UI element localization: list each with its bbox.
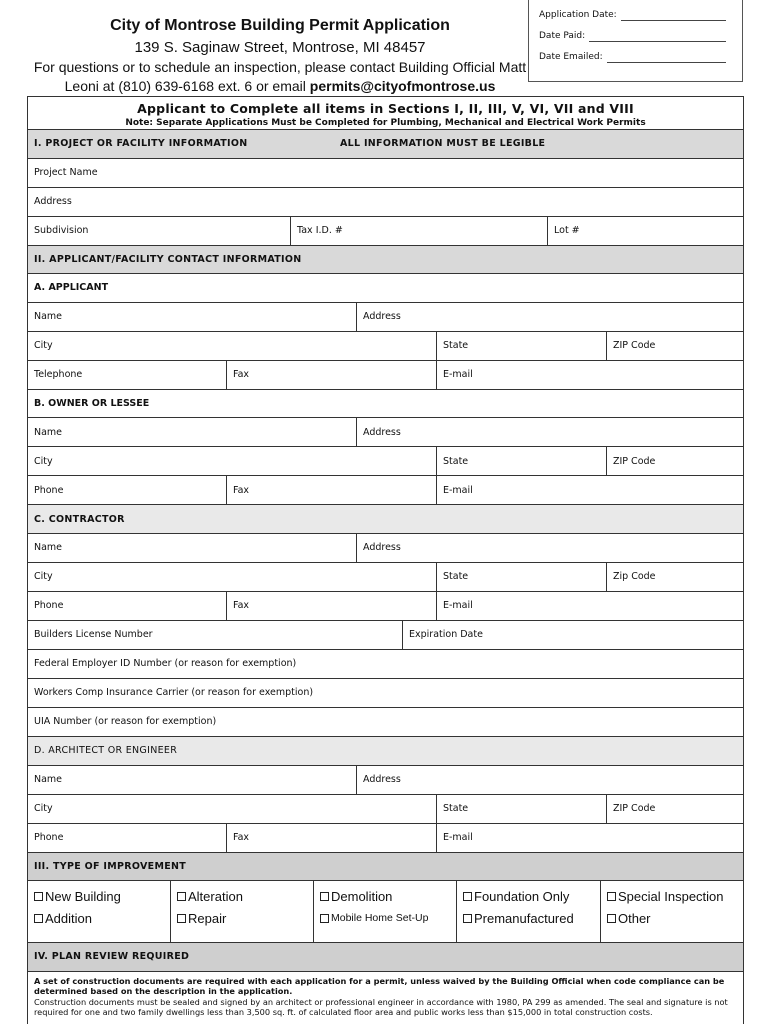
option-new-building[interactable] — [34, 885, 170, 907]
checkbox-repair[interactable] — [177, 914, 186, 923]
option-label: Addition — [45, 910, 92, 926]
date-paid-field[interactable] — [589, 41, 726, 42]
contractor-fax-field[interactable]: Fax — [227, 592, 437, 620]
contractor-city-row — [28, 563, 743, 592]
option-label: Demolition — [331, 888, 393, 904]
owner-phone-field[interactable]: Phone — [28, 476, 227, 504]
owner-fax-field[interactable]: Fax — [227, 476, 437, 504]
option-premanufactured[interactable] — [463, 907, 600, 929]
contractor-email-field[interactable]: E-mail — [443, 600, 473, 612]
applicant-heading: A. APPLICANT — [34, 282, 109, 294]
section-3-heading — [28, 853, 743, 882]
contact-email-link[interactable]: permits@cityofmontrose.us — [309, 78, 496, 94]
applicant-fax-field[interactable]: Fax — [227, 361, 437, 389]
plan-review-bold: A set of construction documents are required with each application for a permit, unless waived by the Building Official when code compliance can be determined based on the description in the application. — [34, 975, 725, 997]
applicant-zip-field[interactable]: ZIP Code — [613, 340, 656, 352]
checkbox-alteration[interactable] — [177, 892, 186, 901]
contractor-name-row — [28, 534, 743, 563]
option-other[interactable] — [607, 907, 743, 929]
owner-city-field[interactable]: City — [28, 447, 437, 475]
section-3-title: III. TYPE OF IMPROVEMENT — [34, 860, 187, 872]
plan-review-body: Construction documents must be sealed and signed by an architect or professional engineer in accordance with 1980, PA 299 as amended. The seal and signature is not required for one and two family dwellings less than 3,500 sq. ft. of calculated floor area and public works less than $15,000 in total construction costs. — [34, 996, 728, 1018]
office-use-box — [528, 0, 743, 82]
section-1-heading — [28, 130, 743, 159]
checkbox-other[interactable] — [607, 914, 616, 923]
option-demolition[interactable] — [320, 885, 456, 907]
owner-heading: B. OWNER OR LESSEE — [34, 398, 150, 410]
owner-name-field[interactable]: Name — [28, 418, 357, 446]
applicant-email-field[interactable]: E-mail — [443, 369, 473, 381]
option-special-inspection[interactable] — [607, 885, 743, 907]
applicant-name-field[interactable]: Name — [28, 303, 357, 331]
fein-field[interactable]: Federal Employer ID Number (or reason for exemption) — [34, 658, 297, 670]
section-4-title: IV. PLAN REVIEW REQUIRED — [34, 951, 190, 963]
architect-heading-row — [28, 737, 743, 766]
checkbox-new-building[interactable] — [34, 892, 43, 901]
improvement-col-4 — [457, 881, 601, 942]
contractor-phone-row — [28, 592, 743, 621]
option-label: Premanufactured — [474, 910, 574, 926]
owner-state-field[interactable]: State — [437, 447, 607, 475]
permit-form — [27, 96, 744, 1024]
workers-comp-row — [28, 679, 743, 708]
application-date-label: Application Date: — [539, 10, 617, 20]
form-header — [0, 14, 560, 96]
owner-heading-row — [28, 390, 743, 419]
option-label: Mobile Home Set-Up — [331, 912, 429, 925]
intro-title: Applicant to Complete all items in Sections I, II, III, V, VI, VII and VIII — [137, 101, 634, 116]
project-address-field[interactable]: Address — [34, 196, 72, 208]
option-label: Alteration — [188, 888, 243, 904]
improvement-options — [28, 881, 743, 943]
contractor-heading: C. CONTRACTOR — [34, 513, 125, 525]
contractor-city-field[interactable]: City — [28, 563, 437, 591]
option-label: Foundation Only — [474, 888, 570, 904]
date-emailed-label: Date Emailed: — [539, 52, 603, 62]
architect-zip-field[interactable]: ZIP Code — [613, 803, 656, 815]
city-address: 139 S. Saginaw Street, Montrose, MI 48457 — [134, 39, 426, 56]
intro-note: Note: Separate Applications Must be Completed for Plumbing, Mechanical and Electrical Work Permits — [125, 118, 646, 128]
contractor-zip-field[interactable]: Zip Code — [613, 571, 656, 583]
application-date-field[interactable] — [621, 20, 726, 21]
contractor-heading-row — [28, 505, 743, 534]
date-paid-label: Date Paid: — [539, 31, 586, 41]
option-label: Repair — [188, 910, 227, 926]
option-label: Other — [618, 910, 651, 926]
owner-city-row — [28, 447, 743, 476]
subdivision-row — [28, 217, 743, 246]
option-mobile-home[interactable] — [320, 907, 456, 929]
architect-address-field[interactable]: Address — [363, 774, 401, 786]
applicant-city-row — [28, 332, 743, 361]
option-label: Special Inspection — [618, 888, 724, 904]
improvement-col-5 — [601, 881, 743, 942]
section-1-title: I. PROJECT OR FACILITY INFORMATION — [34, 138, 248, 150]
contractor-address-field[interactable]: Address — [363, 542, 401, 554]
contact-line-2-text: Leoni at (810) 639-6168 ext. 6 or email — [64, 78, 310, 94]
project-address-row — [28, 188, 743, 217]
architect-heading: D. ARCHITECT OR ENGINEER — [34, 745, 178, 757]
owner-zip-field[interactable]: ZIP Code — [613, 455, 656, 467]
architect-email-field[interactable]: E-mail — [443, 832, 473, 844]
contractor-license-row — [28, 621, 743, 650]
section-4-heading — [28, 943, 743, 972]
license-expiration-field[interactable]: Expiration Date — [409, 629, 483, 641]
builders-license-field[interactable]: Builders License Number — [28, 621, 403, 649]
applicant-city-field[interactable]: City — [28, 332, 437, 360]
architect-city-field[interactable]: City — [28, 795, 437, 823]
architect-phone-row — [28, 824, 743, 853]
option-addition[interactable] — [34, 907, 170, 929]
legible-note: ALL INFORMATION MUST BE LEGIBLE — [340, 138, 546, 150]
checkbox-demolition[interactable] — [320, 892, 329, 901]
owner-address-field[interactable]: Address — [363, 426, 401, 438]
option-repair[interactable] — [177, 907, 313, 929]
form-intro — [28, 97, 743, 130]
architect-state-field[interactable]: State — [437, 795, 607, 823]
checkbox-premanufactured[interactable] — [463, 914, 472, 923]
improvement-col-3 — [314, 881, 457, 942]
architect-phone-field[interactable]: Phone — [28, 824, 227, 852]
option-alteration[interactable] — [177, 885, 313, 907]
option-foundation-only[interactable] — [463, 885, 600, 907]
subdivision-field[interactable]: Subdivision — [28, 217, 291, 245]
contact-line-1: For questions or to schedule an inspection, please contact Building Official Matt — [33, 59, 527, 75]
applicant-address-field[interactable]: Address — [363, 311, 401, 323]
plan-review-text — [28, 972, 743, 1022]
fein-row — [28, 650, 743, 679]
applicant-heading-row — [28, 274, 743, 303]
improvement-col-1 — [28, 881, 171, 942]
checkbox-foundation-only[interactable] — [463, 892, 472, 901]
uia-field[interactable]: UIA Number (or reason for exemption) — [34, 716, 217, 728]
owner-email-field[interactable]: E-mail — [443, 484, 473, 496]
contractor-phone-field[interactable]: Phone — [28, 592, 227, 620]
section-2-title: II. APPLICANT/FACILITY CONTACT INFORMATION — [34, 253, 302, 265]
architect-city-row — [28, 795, 743, 824]
workers-comp-field[interactable]: Workers Comp Insurance Carrier (or reason for exemption) — [34, 687, 314, 699]
section-2-heading — [28, 246, 743, 275]
contractor-name-field[interactable]: Name — [28, 534, 357, 562]
project-name-row — [28, 159, 743, 188]
contractor-state-field[interactable]: State — [437, 563, 607, 591]
improvement-col-2 — [171, 881, 314, 942]
contact-line-2 — [0, 77, 560, 96]
date-emailed-field[interactable] — [607, 62, 726, 63]
applicant-phone-field[interactable]: Telephone — [28, 361, 227, 389]
checkbox-addition[interactable] — [34, 914, 43, 923]
project-name-field[interactable]: Project Name — [34, 167, 98, 179]
checkbox-mobile-home[interactable] — [320, 914, 329, 923]
uia-row — [28, 708, 743, 737]
tax-id-field[interactable]: Tax I.D. # — [291, 217, 548, 245]
architect-name-row — [28, 766, 743, 795]
form-title: City of Montrose Building Permit Application — [110, 17, 450, 34]
architect-name-field[interactable]: Name — [28, 766, 357, 794]
option-label: New Building — [45, 888, 121, 904]
applicant-phone-row — [28, 361, 743, 390]
checkbox-special-inspection[interactable] — [607, 892, 616, 901]
lot-field[interactable]: Lot # — [554, 225, 580, 237]
architect-fax-field[interactable]: Fax — [227, 824, 437, 852]
applicant-state-field[interactable]: State — [437, 332, 607, 360]
owner-name-row — [28, 418, 743, 447]
owner-phone-row — [28, 476, 743, 505]
applicant-name-row — [28, 303, 743, 332]
